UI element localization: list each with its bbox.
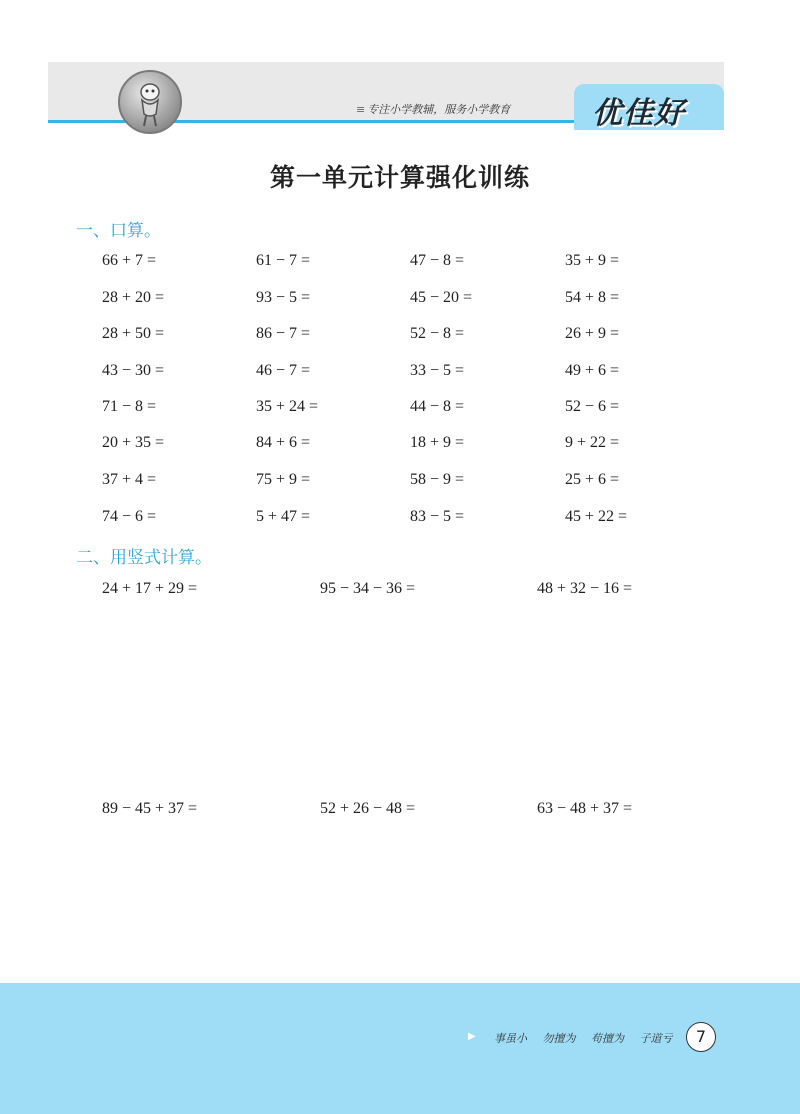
brand-logo-text: 优佳好 [592, 96, 685, 130]
mental-math-problem: 46 − 7 = [256, 362, 311, 379]
mental-math-problem: 37 + 4 = [102, 471, 157, 488]
vertical-calc-problem: 95 − 34 − 36 = [320, 580, 416, 597]
section-heading-mental-math: 一、口算。 [76, 221, 161, 241]
vertical-calc-problem: 48 + 32 − 16 = [537, 580, 633, 597]
page-number: 7 [686, 1022, 716, 1052]
mental-math-problem: 93 − 5 = [256, 289, 311, 306]
mental-math-problem: 5 + 47 = [256, 508, 311, 525]
mental-math-problem: 47 − 8 = [410, 252, 465, 269]
footer-motto: 事虽小 勿擅为 苟擅为 子道亏 [494, 1032, 673, 1045]
mental-math-problem: 54 + 8 = [565, 289, 620, 306]
mental-math-problem: 75 + 9 = [256, 471, 311, 488]
mental-math-problem: 20 + 35 = [102, 434, 165, 451]
signal-wave-icon: ≡ [356, 103, 366, 116]
play-arrow-icon: ▶ [468, 1031, 476, 1042]
mental-math-problem: 18 + 9 = [410, 434, 465, 451]
vertical-calc-problem: 52 + 26 − 48 = [320, 800, 416, 817]
mental-math-problem: 45 − 20 = [410, 289, 473, 306]
mental-math-problem: 61 − 7 = [256, 252, 311, 269]
mental-math-problem: 86 − 7 = [256, 325, 311, 342]
mental-math-problem: 74 − 6 = [102, 508, 157, 525]
mental-math-problem: 26 + 9 = [565, 325, 620, 342]
vertical-calc-problem: 89 − 45 + 37 = [102, 800, 198, 817]
header-slogan: ≡ 专注小学教辅，服务小学教育 [356, 103, 511, 116]
page-title: 第一单元计算强化训练 [269, 163, 530, 192]
section-heading-vertical-calc: 二、用竖式计算。 [76, 548, 212, 568]
vertical-calc-problem: 63 − 48 + 37 = [537, 800, 633, 817]
brand-logo [574, 84, 724, 130]
mental-math-problem: 33 − 5 = [410, 362, 465, 379]
mental-math-problem: 35 + 9 = [565, 252, 620, 269]
mental-math-problem: 52 − 6 = [565, 398, 620, 415]
vertical-calc-problem: 24 + 17 + 29 = [102, 580, 198, 597]
mental-math-problem: 35 + 24 = [256, 398, 319, 415]
mental-math-problem: 71 − 8 = [102, 398, 157, 415]
decorative-medallion-icon [118, 70, 182, 134]
mental-math-problem: 84 + 6 = [256, 434, 311, 451]
mental-math-problem: 52 − 8 = [410, 325, 465, 342]
mental-math-problem: 9 + 22 = [565, 434, 620, 451]
mental-math-problem: 44 − 8 = [410, 398, 465, 415]
mental-math-problem: 28 + 50 = [102, 325, 165, 342]
mental-math-problem: 66 + 7 = [102, 252, 157, 269]
mental-math-problem: 28 + 20 = [102, 289, 165, 306]
mental-math-problem: 49 + 6 = [565, 362, 620, 379]
mental-math-problem: 43 − 30 = [102, 362, 165, 379]
footer-band [0, 983, 800, 1114]
mental-math-problem: 58 − 9 = [410, 471, 465, 488]
mental-math-problem: 25 + 6 = [565, 471, 620, 488]
mental-math-problem: 83 − 5 = [410, 508, 465, 525]
mental-math-problem: 45 + 22 = [565, 508, 628, 525]
